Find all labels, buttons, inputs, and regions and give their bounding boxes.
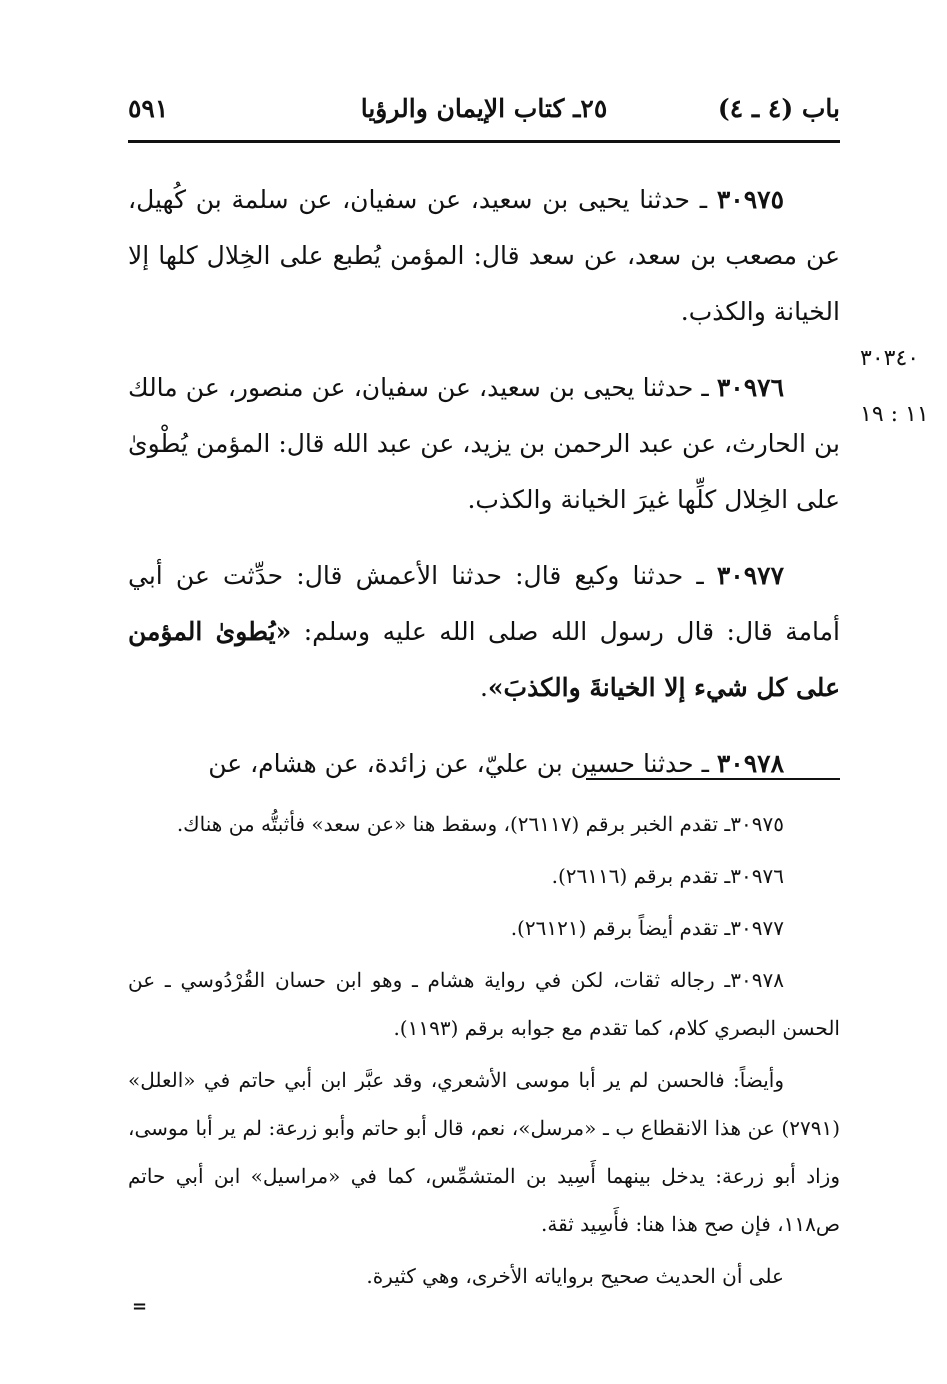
hadith-end: .: [479, 673, 488, 702]
header-rule: [128, 140, 840, 143]
hadith-text: ـ حدثنا وكيع قال: حدثنا الأعمش قال: حدِّثت عن أبي أمامة قال: قال رسول الله صلى الله عليه وسلم:: [128, 561, 840, 646]
footnote: ٣٠٩٧٨ـ رجاله ثقات، لكن في رواية هشام ـ وهو ابن حسان القُرْدُوسي ـ عن الحسن البصري كلام، كما تقدم مع جوابه برقم (١١٩٣).: [128, 968, 840, 1040]
footnotes: [128, 800, 840, 1304]
footnote: على أن الحديث صحيح برواياته الأخرى، وهي كثيرة.: [366, 1264, 784, 1288]
hadith-paragraph: [128, 548, 840, 716]
hadith-number: ٣٠٩٧٥: [716, 185, 784, 214]
hadith-number: ٣٠٩٧٨: [716, 749, 784, 778]
footnote: ٣٠٩٧٦ـ تقدم برقم (٢٦١١٦).: [551, 864, 784, 888]
hadith-number: ٣٠٩٧٧: [716, 561, 784, 590]
footnote: ٣٠٩٧٥ـ تقدم الخبر برقم (٢٦١١٧)، وسقط هنا «عن سعد» فأثبتُّه من هناك.: [176, 812, 784, 836]
main-text: [128, 172, 840, 812]
margin-reference: ٣٠٣٤٠: [860, 346, 920, 371]
hadith-text: ـ حدثنا يحيى بن سعيد، عن سفيان، عن سلمة بن كُهيل، عن مصعب بن سعد، عن سعد قال: المؤمن يُطبع على الخِلال كلها إلا الخيانة والكذب.: [128, 185, 840, 326]
page-header: [128, 82, 840, 142]
hadith-paragraph: [128, 172, 840, 340]
book-title: ٢٥ـ كتاب الإيمان والرؤيا: [360, 94, 608, 123]
hadith-paragraph: [128, 360, 840, 528]
chapter-heading: باب (٤ ـ ٤): [717, 94, 840, 123]
prophetic-quote: «يُطوىٰ المؤمن على كل شيء إلا الخيانةَ والكذبَ»: [128, 617, 840, 702]
footnote: وأيضاً: فالحسن لم ير أبا موسى الأشعري، وقد عبَّر ابن أبي حاتم في «العلل» (٢٧٩١) عن هذا الانقطاع ب ـ «مرسل»، نعم، قال أبو حاتم وأبو زرعة: لم ير أبا موسى، وزاد أبو زرعة: يدخل بينهما أَسِيد بن المتشمِّس، كما في «مراسيل» ابن أبي حاتم ص١١٨، فإن صح هذا هنا: فأَسِيد ثقة.: [128, 1068, 840, 1236]
hadith-text: ـ حدثنا يحيى بن سعيد، عن سفيان، عن منصور، عن مالك بن الحارث، عن عبد الرحمن بن يزيد، عن عبد الله قال: المؤمن يُطْوىٰ على الخِلال كلِّها غيرَ الخيانة والكذب.: [128, 373, 840, 514]
page-number: ٥٩١: [128, 94, 169, 123]
margin-reference: ١١ : ١٩: [860, 402, 929, 427]
continuation-mark: =: [132, 1296, 148, 1317]
footnote: ٣٠٩٧٧ـ تقدم أيضاً برقم (٢٦١٢١).: [510, 916, 784, 940]
hadith-number: ٣٠٩٧٦: [716, 373, 784, 402]
hadith-paragraph: [128, 736, 840, 792]
hadith-text: ـ حدثنا حسين بن عليّ، عن زائدة، عن هشام، عن: [208, 749, 717, 778]
footnote-separator: [586, 778, 840, 780]
